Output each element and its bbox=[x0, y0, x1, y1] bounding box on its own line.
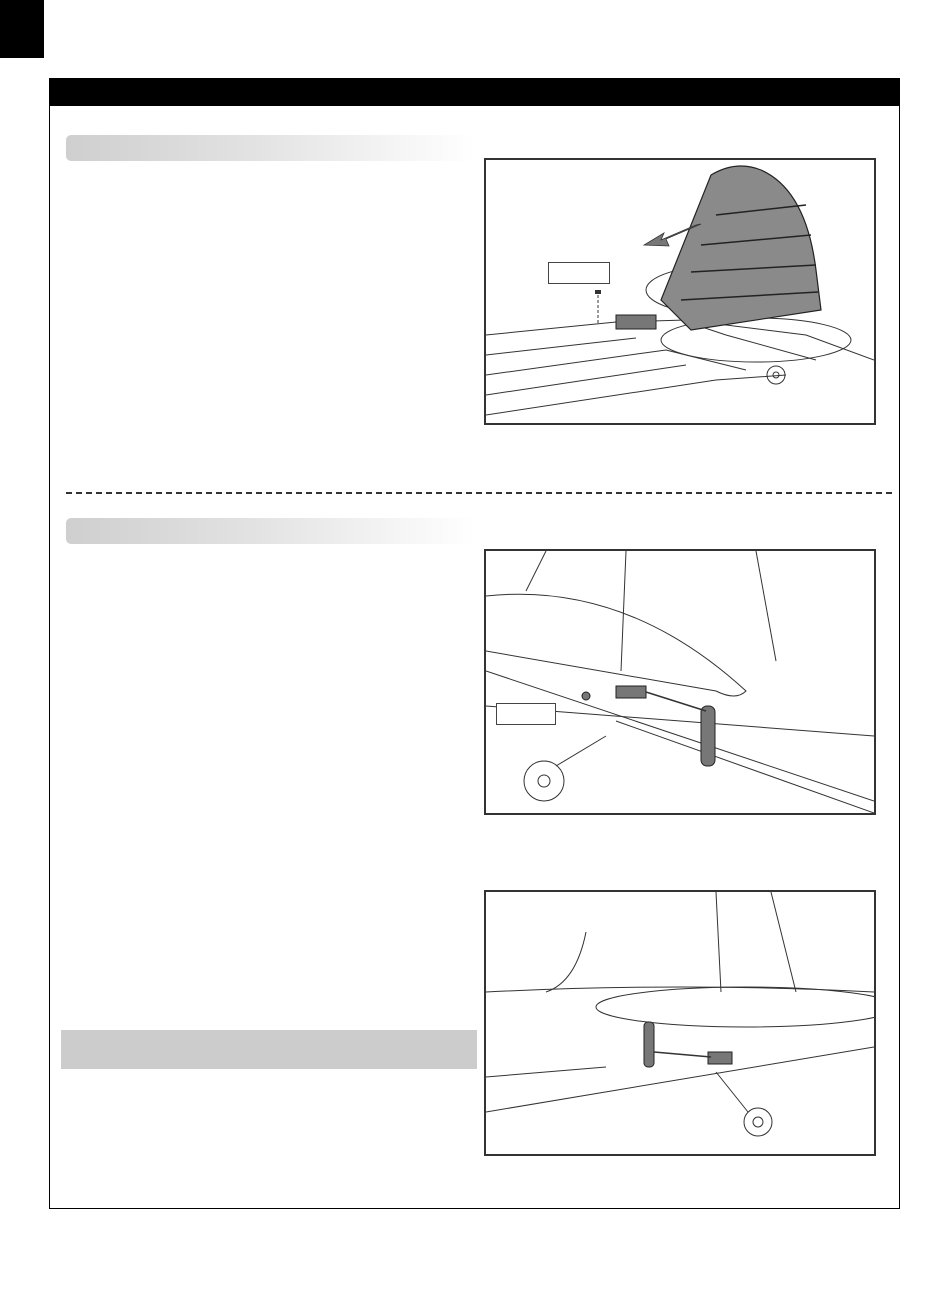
figure-linkage-complete bbox=[484, 890, 876, 1156]
screw-callout-label bbox=[548, 262, 610, 284]
linkage-callout-label bbox=[496, 703, 556, 725]
screw-icon bbox=[595, 290, 601, 325]
note-box bbox=[61, 1030, 477, 1069]
step1-heading-bar bbox=[66, 135, 476, 161]
section-divider bbox=[66, 492, 892, 494]
step2-heading-bar bbox=[66, 518, 476, 544]
figure-stabilizer-install bbox=[484, 158, 876, 425]
page-corner-tab bbox=[0, 0, 44, 58]
section-title-bar bbox=[49, 78, 900, 106]
figure-rudder-linkage bbox=[484, 549, 876, 815]
